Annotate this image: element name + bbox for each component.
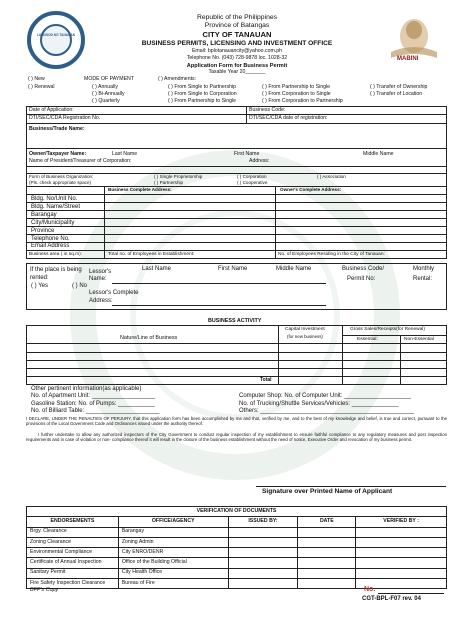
lessor-permit-label: Permit No: (347, 276, 376, 282)
issued-by-cell[interactable] (228, 568, 298, 578)
table-row (27, 568, 447, 578)
lessor-business-code-label: Business Code/ (342, 266, 385, 272)
address-row-province: Province (31, 228, 55, 234)
agency-cell: City ENRO/DENR (118, 548, 228, 558)
mode-payment-label: MODE OF PAYMENT (84, 76, 134, 82)
endorsement-cell: Sanitary Permit (27, 568, 119, 578)
form-org-note: (Pls. check appropriate space) (29, 180, 92, 185)
endorsement-cell: Fire Safety Inspection Clearance (27, 579, 119, 589)
date-cell[interactable] (298, 537, 356, 547)
address-label: Address: (249, 158, 270, 164)
declaration-paragraph: I DECLARE, UNDER THE PENALTIES OF PERJURY, that this application form has been accomplished by me and that, verified by me, and to the best of my knowledge and belief, is true and correct, pursuant to the provisions of the Local Government Code and Ordinances issued under the authority thereof. (26, 416, 447, 427)
office-title: BUSINESS PERMITS, LICENSING AND INVESTMENT OFFICE (141, 40, 333, 47)
amend-single-partnership[interactable]: ( ) From Single to Partnership (168, 84, 237, 90)
issued-by-cell[interactable] (228, 548, 298, 558)
form-number-label: No. (364, 586, 376, 593)
owner-last-name: Last Name (112, 151, 138, 157)
lessor-first-name: First Name (218, 266, 248, 272)
new-checkbox[interactable]: ( ) New (28, 76, 45, 82)
address-row-telephone: Telephone No. (31, 236, 70, 242)
province-text: Province of Batangas (204, 22, 270, 29)
owner-address-header: Owner's Complete Address: (280, 187, 342, 192)
lessor-last-name: Last Name (142, 266, 172, 272)
address-row-street: Bldg. Name/Street (31, 204, 81, 210)
corporation-checkbox[interactable]: ( ) Corporation (237, 174, 267, 179)
for-new-header: (for new business) (287, 334, 323, 339)
amend-corporation-single[interactable]: ( ) From Corporation to Single (262, 91, 331, 97)
amendments-checkbox[interactable]: ( ) Amendments: (158, 76, 197, 82)
agency-cell: Bureau of Fire (118, 579, 228, 589)
form-title: Application Form for Business Permit (186, 63, 288, 69)
address-row-unit: Bldg. No/Unit No. (31, 196, 78, 202)
employees-tanauan-label: No. of Employees Residing in the City of Tanauan: (278, 252, 385, 257)
amend-corporation-partnership[interactable]: ( ) From Corporation to Partnership (262, 98, 343, 104)
mabini-logo: MABINI (383, 12, 445, 70)
endorsement-cell: Environmental Compliance (27, 548, 119, 558)
owner-first-name: First Name (234, 151, 260, 157)
amend-partnership-single-2[interactable]: ( ) From Partnership to Single (262, 84, 331, 90)
non-essential-header: Non-Essential (404, 337, 434, 342)
owner-name-label: Owner/Taxpayer Name: (29, 151, 87, 157)
endorsement-cell: Brgy. Clearance (27, 527, 119, 537)
rented-label: rented: (30, 275, 49, 281)
total-label: Total (260, 377, 272, 383)
business-trade-name-label: Business/Trade Name: (29, 126, 85, 132)
bi-annually-checkbox[interactable]: ( ) Bi-Annually (92, 91, 125, 97)
table-row (27, 548, 447, 558)
business-code-label: Business Code: (249, 107, 286, 113)
date-header: DATE (298, 517, 356, 527)
verified-by-cell[interactable] (356, 548, 447, 558)
endorsement-cell: Zoning Clearance (27, 537, 119, 547)
business-activity-title: BUSINESS ACTIVITY (208, 318, 262, 324)
verified-by-header: VERIFIED BY : (356, 517, 447, 527)
business-address-header: Business Complete Address: (108, 187, 172, 192)
billiard-field[interactable]: No. of Billiard Table: ______________________ (31, 408, 160, 414)
dti-date-label: DTI/SEC/CDA date of registration: (249, 115, 328, 121)
other-info-title: Other pertinent information(as applicable) (31, 386, 142, 392)
verified-by-cell[interactable] (356, 537, 447, 547)
essential-header: Essential: (357, 337, 378, 342)
date-application-label: Date of Application: (29, 107, 74, 113)
association-checkbox[interactable]: ( ) Association (317, 174, 346, 179)
date-cell[interactable] (298, 568, 356, 578)
capital-header: Capital Investment (285, 327, 325, 332)
issued-by-cell[interactable] (228, 527, 298, 537)
amend-partnership-single[interactable]: ( ) From Partnership to Single (168, 98, 237, 104)
office-telephone: Telephone No. (043) 728-9878 loc. 1028-32 (186, 55, 288, 61)
endorsement-cell: Certificate of Annual Inspection (27, 558, 119, 568)
lessor-label: Lessor's (89, 269, 112, 275)
issued-by-cell[interactable] (228, 537, 298, 547)
form-org-label: Form of Business Organization: (29, 174, 94, 179)
office-email: Email: bplotanauancity@yahoo.com.ph (191, 48, 283, 54)
form-code: CGT-BPL-F07 rev. 04 (362, 596, 421, 602)
quarterly-checkbox[interactable]: ( ) Quarterly (92, 98, 120, 104)
verified-by-cell[interactable] (356, 568, 447, 578)
agency-cell: City Health Office (118, 568, 228, 578)
verification-table (26, 506, 447, 589)
others-field[interactable]: Others: ______________________________________________ (239, 408, 414, 414)
lessor-name-label: Name: (89, 276, 107, 282)
annually-checkbox[interactable]: ( ) Annually (92, 84, 118, 90)
line-business-header: Nature/Line of Business (120, 335, 178, 341)
employees-label: Total no. of Employees in Establishment: (108, 252, 195, 257)
signature-label: Signature over Printed Name of Applicant (262, 488, 393, 495)
endorsements-header: ENDORSEMENTS (27, 517, 119, 527)
issued-by-header: ISSUED BY: (228, 517, 298, 527)
dti-reg-label: DTI/SEC/CDA Registration No. (29, 115, 101, 121)
cooperative-checkbox[interactable]: ( ) Cooperative (237, 180, 268, 185)
issued-by-cell[interactable] (228, 558, 298, 568)
city-title: CITY OF TANAUAN (202, 30, 272, 39)
lessor-middle-name: Middle Name (276, 266, 312, 272)
table-row (27, 527, 447, 537)
rented-no-checkbox[interactable]: ( ) No (72, 283, 87, 289)
table-row (27, 579, 447, 589)
lessor-address-label: Address: (89, 298, 113, 304)
issued-by-cell[interactable] (228, 579, 298, 589)
table-row (27, 558, 447, 568)
monthly-label: Monthly (413, 266, 435, 272)
business-area-label: Business area ( in sq.m): (29, 252, 83, 257)
if-rented-label: If the place is being (30, 267, 82, 273)
partnership-checkbox[interactable]: ( ) Partnership (154, 180, 184, 185)
apartment-field[interactable]: No. of Apartment Unit: ___________________ (31, 393, 156, 399)
owner-middle-name: Middle Name (363, 151, 394, 157)
computer-shop-field[interactable]: Computer Shop: No. of Computer Unit: ____________________ (239, 393, 411, 399)
renewal-checkbox[interactable]: ( ) Renewal (28, 84, 55, 90)
president-label: Name of President/Treasurer of Corporation: (29, 158, 132, 164)
gross-sales-header: Gross Sales/Receipts(for Renewal) (350, 327, 425, 332)
transfer-ownership-checkbox[interactable]: ( ) Transfer of Ownership (370, 84, 428, 90)
address-row-barangay: Barangay (31, 212, 57, 218)
agency-cell: Barangay (118, 527, 228, 537)
bfp-copy-label: BFP's Copy (30, 587, 59, 593)
verified-by-cell[interactable] (356, 558, 447, 568)
date-cell[interactable] (298, 548, 356, 558)
rental-label: Rental: (413, 276, 433, 282)
lessor-complete-label: Lessor's Complete (89, 290, 139, 296)
republic-text: Republic of the Philippines (196, 14, 278, 21)
verification-title: VERIFICATION OF DOCUMENTS (27, 507, 447, 517)
office-agency-header: OFFICE/AGENCY (118, 517, 228, 527)
gasoline-field[interactable]: Gasoline Station: No. of Pumps: ___________ (31, 401, 155, 407)
undertaking-paragraph: I further undertake to allow any authorized inspectors of the City Government to conduct regular inspection of my establishment to ensure faithful compliance to any regulatory measures and post inspection requirements and in case of violation or non- compliance thereof it will result in the closure of the business establishment without the need of notice, Executive Order and revocation of my business permit. (26, 432, 447, 443)
taxable-year: Taxable Year 20_______ (208, 69, 266, 75)
transfer-location-checkbox[interactable]: ( ) Transfer of Location (370, 91, 423, 97)
city-seal-logo: LUNGSOD NG TANAUAN (27, 11, 85, 69)
date-cell[interactable] (298, 527, 356, 537)
date-cell[interactable] (298, 558, 356, 568)
address-row-city: City/Municipality (31, 220, 75, 226)
amend-single-corporation[interactable]: ( ) From Single to Corporation (168, 91, 237, 97)
rented-yes-checkbox[interactable]: ( ) Yes (31, 283, 49, 289)
table-row (27, 537, 447, 547)
verified-by-cell[interactable] (356, 527, 447, 537)
agency-cell: Zoning Admin (118, 537, 228, 547)
trucking-field[interactable]: No. of Trucking/Shuttle Services/Vehicles: ______________ (239, 401, 399, 407)
agency-cell: Office of the Building Official (118, 558, 228, 568)
date-cell[interactable] (298, 579, 356, 589)
address-row-email: Email Address (31, 243, 70, 249)
single-prop-checkbox[interactable]: ( ) Single Proprietorship (154, 174, 203, 179)
